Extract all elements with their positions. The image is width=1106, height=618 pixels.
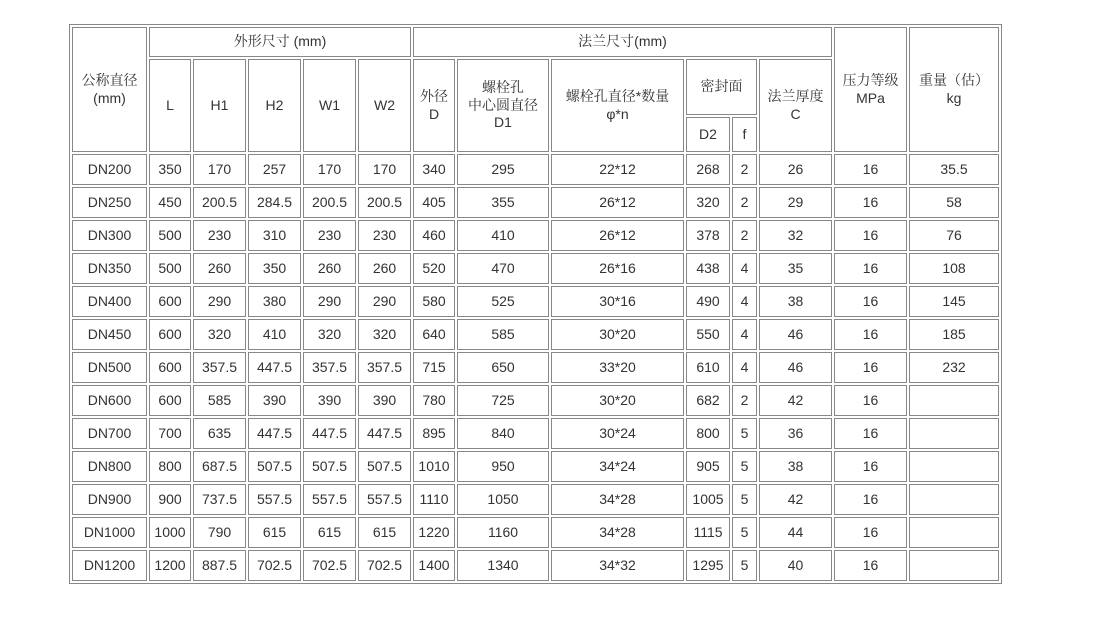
cell-f: 5 (732, 484, 757, 515)
cell-f: 4 (732, 286, 757, 317)
cell-f: 2 (732, 385, 757, 416)
cell-L: 600 (149, 286, 191, 317)
table-row (72, 286, 999, 317)
cell-weight: 58 (909, 187, 999, 218)
cell-D2: 320 (686, 187, 730, 218)
cell-bolt-holes: 34*28 (551, 517, 684, 548)
header-flange-thickness-symbol: C (790, 105, 801, 122)
cell-outer-diameter-D: 895 (413, 418, 455, 449)
cell-nominal-diameter: DN250 (72, 187, 147, 218)
header-pressure-rating (834, 27, 907, 152)
cell-W1: 170 (303, 154, 356, 185)
cell-H2: 507.5 (248, 451, 301, 482)
cell-pressure-rating: 16 (834, 352, 907, 383)
cell-D2: 800 (686, 418, 730, 449)
cell-flange-thickness-C: 32 (759, 220, 832, 251)
cell-outer-diameter-D: 580 (413, 286, 455, 317)
cell-L: 800 (149, 451, 191, 482)
cell-H2: 350 (248, 253, 301, 284)
cell-bolt-circle-D1: 525 (457, 286, 549, 317)
cell-bolt-circle-D1: 410 (457, 220, 549, 251)
cell-weight: 145 (909, 286, 999, 317)
cell-H2: 410 (248, 319, 301, 350)
header-pressure-rating-label: 压力等级 (842, 72, 899, 88)
header-bolt-circle-symbol: D1 (494, 114, 512, 131)
cell-D2: 490 (686, 286, 730, 317)
cell-H2: 447.5 (248, 352, 301, 383)
cell-D2: 610 (686, 352, 730, 383)
cell-bolt-circle-D1: 650 (457, 352, 549, 383)
cell-outer-diameter-D: 1220 (413, 517, 455, 548)
cell-f: 2 (732, 154, 757, 185)
cell-outer-diameter-D: 1110 (413, 484, 455, 515)
cell-H1: 687.5 (193, 451, 246, 482)
cell-bolt-holes: 34*28 (551, 484, 684, 515)
header-L: L (149, 59, 191, 152)
table-row (72, 319, 999, 350)
cell-flange-thickness-C: 42 (759, 484, 832, 515)
table-row (72, 253, 999, 284)
cell-H1: 737.5 (193, 484, 246, 515)
cell-flange-thickness-C: 38 (759, 451, 832, 482)
cell-flange-thickness-C: 40 (759, 550, 832, 581)
table-row (72, 154, 999, 185)
cell-weight (909, 385, 999, 416)
cell-outer-diameter-D: 520 (413, 253, 455, 284)
cell-weight (909, 517, 999, 548)
table-row (72, 220, 999, 251)
header-outer-diameter-label: 外径 (420, 88, 448, 104)
cell-W1: 230 (303, 220, 356, 251)
header-bolt-circle-line2: 中心圆直径 (468, 96, 538, 113)
cell-bolt-circle-D1: 1160 (457, 517, 549, 548)
cell-bolt-holes: 34*32 (551, 550, 684, 581)
cell-bolt-holes: 26*12 (551, 220, 684, 251)
cell-nominal-diameter: DN200 (72, 154, 147, 185)
cell-nominal-diameter: DN1200 (72, 550, 147, 581)
cell-nominal-diameter: DN350 (72, 253, 147, 284)
cell-L: 500 (149, 253, 191, 284)
header-bolt-circle (457, 59, 549, 152)
cell-D2: 1295 (686, 550, 730, 581)
cell-nominal-diameter: DN600 (72, 385, 147, 416)
cell-H1: 170 (193, 154, 246, 185)
cell-bolt-circle-D1: 295 (457, 154, 549, 185)
cell-nominal-diameter: DN450 (72, 319, 147, 350)
cell-pressure-rating: 16 (834, 517, 907, 548)
cell-bolt-holes: 30*20 (551, 385, 684, 416)
cell-W2: 357.5 (358, 352, 411, 383)
cell-nominal-diameter: DN700 (72, 418, 147, 449)
table-row (72, 352, 999, 383)
header-flange-dimensions: 法兰尺寸(mm) (413, 27, 832, 57)
cell-bolt-circle-D1: 470 (457, 253, 549, 284)
cell-W1: 615 (303, 517, 356, 548)
header-W2: W2 (358, 59, 411, 152)
header-nominal-diameter (72, 27, 147, 152)
butterfly-valve-spec-table (69, 24, 1002, 584)
cell-W1: 320 (303, 319, 356, 350)
cell-f: 5 (732, 550, 757, 581)
cell-H1: 357.5 (193, 352, 246, 383)
header-pressure-rating-unit: MPa (856, 89, 885, 106)
cell-H2: 284.5 (248, 187, 301, 218)
cell-f: 2 (732, 220, 757, 251)
cell-pressure-rating: 16 (834, 484, 907, 515)
header-f: f (732, 117, 757, 152)
cell-L: 1000 (149, 517, 191, 548)
cell-weight (909, 550, 999, 581)
table-row (72, 385, 999, 416)
cell-bolt-circle-D1: 355 (457, 187, 549, 218)
cell-weight (909, 418, 999, 449)
cell-H2: 390 (248, 385, 301, 416)
cell-outer-diameter-D: 640 (413, 319, 455, 350)
cell-pressure-rating: 16 (834, 385, 907, 416)
cell-pressure-rating: 16 (834, 451, 907, 482)
cell-L: 900 (149, 484, 191, 515)
cell-flange-thickness-C: 44 (759, 517, 832, 548)
cell-outer-diameter-D: 1010 (413, 451, 455, 482)
header-bolt-circle-line1: 螺栓孔 (482, 79, 524, 96)
cell-D2: 378 (686, 220, 730, 251)
cell-bolt-circle-D1: 725 (457, 385, 549, 416)
cell-pressure-rating: 16 (834, 550, 907, 581)
cell-H2: 557.5 (248, 484, 301, 515)
cell-bolt-holes: 30*16 (551, 286, 684, 317)
cell-outer-diameter-D: 340 (413, 154, 455, 185)
cell-H2: 447.5 (248, 418, 301, 449)
cell-flange-thickness-C: 26 (759, 154, 832, 185)
header-nominal-diameter-label: 公称直径 (81, 72, 138, 88)
cell-W1: 260 (303, 253, 356, 284)
cell-W1: 390 (303, 385, 356, 416)
cell-weight (909, 484, 999, 515)
cell-L: 350 (149, 154, 191, 185)
cell-pressure-rating: 16 (834, 154, 907, 185)
cell-H2: 257 (248, 154, 301, 185)
cell-L: 600 (149, 385, 191, 416)
spec-table-body (72, 154, 999, 581)
cell-H1: 635 (193, 418, 246, 449)
cell-nominal-diameter: DN800 (72, 451, 147, 482)
header-outer-diameter-symbol: D (428, 105, 440, 122)
cell-H1: 260 (193, 253, 246, 284)
cell-bolt-circle-D1: 1050 (457, 484, 549, 515)
header-sealing-face: 密封面 (686, 59, 757, 115)
cell-H2: 310 (248, 220, 301, 251)
cell-W2: 557.5 (358, 484, 411, 515)
cell-flange-thickness-C: 29 (759, 187, 832, 218)
cell-W2: 290 (358, 286, 411, 317)
cell-bolt-holes: 33*20 (551, 352, 684, 383)
cell-L: 500 (149, 220, 191, 251)
cell-pressure-rating: 16 (834, 187, 907, 218)
table-row (72, 187, 999, 218)
cell-outer-diameter-D: 715 (413, 352, 455, 383)
cell-D2: 268 (686, 154, 730, 185)
cell-W1: 447.5 (303, 418, 356, 449)
header-outer-diameter (413, 59, 455, 152)
cell-H1: 887.5 (193, 550, 246, 581)
header-weight (909, 27, 999, 152)
cell-bolt-holes: 22*12 (551, 154, 684, 185)
header-H1: H1 (193, 59, 246, 152)
header-flange-thickness (759, 59, 832, 152)
table-row (72, 550, 999, 581)
cell-weight: 35.5 (909, 154, 999, 185)
cell-W2: 615 (358, 517, 411, 548)
cell-f: 5 (732, 517, 757, 548)
cell-H2: 702.5 (248, 550, 301, 581)
cell-W2: 447.5 (358, 418, 411, 449)
cell-weight: 76 (909, 220, 999, 251)
cell-W2: 170 (358, 154, 411, 185)
cell-pressure-rating: 16 (834, 286, 907, 317)
cell-nominal-diameter: DN400 (72, 286, 147, 317)
cell-bolt-holes: 26*16 (551, 253, 684, 284)
cell-outer-diameter-D: 780 (413, 385, 455, 416)
cell-H1: 290 (193, 286, 246, 317)
cell-bolt-holes: 26*12 (551, 187, 684, 218)
cell-bolt-circle-D1: 840 (457, 418, 549, 449)
header-weight-unit: kg (946, 89, 962, 106)
cell-flange-thickness-C: 38 (759, 286, 832, 317)
cell-f: 4 (732, 352, 757, 383)
cell-W1: 290 (303, 286, 356, 317)
cell-flange-thickness-C: 46 (759, 319, 832, 350)
cell-L: 700 (149, 418, 191, 449)
cell-nominal-diameter: DN500 (72, 352, 147, 383)
cell-f: 4 (732, 253, 757, 284)
header-outline-dimensions: 外形尺寸 (mm) (149, 27, 411, 57)
cell-W1: 200.5 (303, 187, 356, 218)
cell-W1: 557.5 (303, 484, 356, 515)
cell-W2: 230 (358, 220, 411, 251)
header-bolt-holes-symbol: φ*n (606, 105, 629, 122)
header-bolt-holes-label: 螺栓孔直径*数量 (565, 88, 670, 104)
cell-L: 1200 (149, 550, 191, 581)
cell-H1: 320 (193, 319, 246, 350)
cell-f: 5 (732, 451, 757, 482)
cell-H1: 790 (193, 517, 246, 548)
cell-flange-thickness-C: 35 (759, 253, 832, 284)
cell-bolt-circle-D1: 1340 (457, 550, 549, 581)
cell-W2: 390 (358, 385, 411, 416)
cell-f: 4 (732, 319, 757, 350)
cell-D2: 1005 (686, 484, 730, 515)
cell-W1: 702.5 (303, 550, 356, 581)
cell-L: 600 (149, 319, 191, 350)
cell-W2: 320 (358, 319, 411, 350)
cell-outer-diameter-D: 405 (413, 187, 455, 218)
cell-nominal-diameter: DN900 (72, 484, 147, 515)
cell-weight (909, 451, 999, 482)
cell-bolt-circle-D1: 585 (457, 319, 549, 350)
spec-table-container (69, 24, 1002, 584)
cell-weight: 108 (909, 253, 999, 284)
cell-bolt-circle-D1: 950 (457, 451, 549, 482)
cell-bolt-holes: 30*24 (551, 418, 684, 449)
cell-weight: 232 (909, 352, 999, 383)
cell-W2: 507.5 (358, 451, 411, 482)
cell-D2: 550 (686, 319, 730, 350)
cell-D2: 1115 (686, 517, 730, 548)
cell-D2: 682 (686, 385, 730, 416)
header-bolt-holes (551, 59, 684, 152)
cell-W1: 507.5 (303, 451, 356, 482)
header-D2: D2 (686, 117, 730, 152)
cell-W2: 200.5 (358, 187, 411, 218)
cell-L: 450 (149, 187, 191, 218)
cell-pressure-rating: 16 (834, 220, 907, 251)
cell-H2: 380 (248, 286, 301, 317)
cell-outer-diameter-D: 1400 (413, 550, 455, 581)
cell-nominal-diameter: DN300 (72, 220, 147, 251)
header-W1: W1 (303, 59, 356, 152)
cell-D2: 905 (686, 451, 730, 482)
cell-H1: 585 (193, 385, 246, 416)
cell-f: 2 (732, 187, 757, 218)
table-row (72, 451, 999, 482)
cell-pressure-rating: 16 (834, 319, 907, 350)
cell-W2: 702.5 (358, 550, 411, 581)
header-weight-label: 重量（估） (919, 72, 989, 88)
table-row (72, 484, 999, 515)
cell-nominal-diameter: DN1000 (72, 517, 147, 548)
cell-bolt-holes: 30*20 (551, 319, 684, 350)
cell-pressure-rating: 16 (834, 418, 907, 449)
cell-H2: 615 (248, 517, 301, 548)
table-row (72, 418, 999, 449)
cell-W1: 357.5 (303, 352, 356, 383)
cell-D2: 438 (686, 253, 730, 284)
cell-W2: 260 (358, 253, 411, 284)
cell-H1: 230 (193, 220, 246, 251)
cell-L: 600 (149, 352, 191, 383)
header-flange-thickness-label: 法兰厚度 (767, 88, 824, 104)
cell-pressure-rating: 16 (834, 253, 907, 284)
cell-outer-diameter-D: 460 (413, 220, 455, 251)
cell-flange-thickness-C: 46 (759, 352, 832, 383)
header-nominal-diameter-unit: (mm) (93, 89, 126, 106)
cell-flange-thickness-C: 36 (759, 418, 832, 449)
header-H2: H2 (248, 59, 301, 152)
table-row (72, 517, 999, 548)
cell-bolt-holes: 34*24 (551, 451, 684, 482)
cell-flange-thickness-C: 42 (759, 385, 832, 416)
cell-H1: 200.5 (193, 187, 246, 218)
cell-weight: 185 (909, 319, 999, 350)
cell-f: 5 (732, 418, 757, 449)
